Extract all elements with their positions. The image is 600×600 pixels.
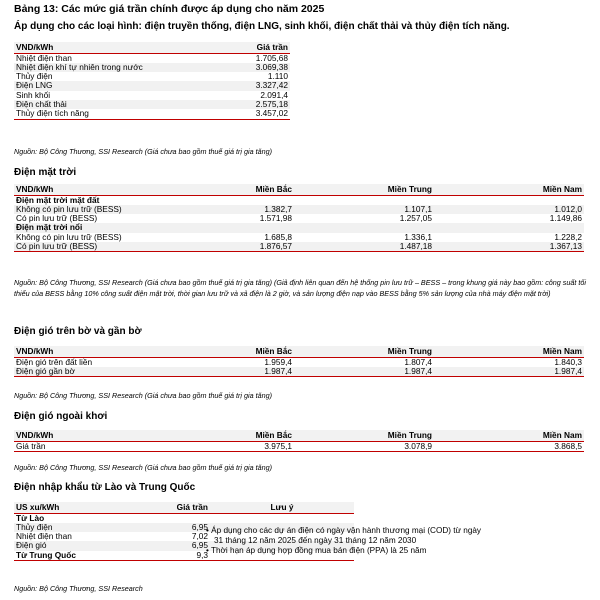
row-value: 1.959,4 [264,357,292,367]
table-row [14,91,290,100]
ceiling-price-table [14,42,290,120]
row-value: 1.987,4 [294,367,434,377]
list-item-text: Thời hạn áp dụng hợp đồng mua bán điện (PPA) là 25 năm [211,546,427,555]
column-header: VND/kWh [14,42,214,53]
table-group-row [14,195,584,205]
row-label: Không có pin lưu trữ (BESS) [16,232,122,242]
row-value: 1.228,2 [554,232,582,242]
column-header: Giá trần [144,502,210,513]
row-value: 1.382,7 [264,204,292,214]
row-label: Điện LNG [16,81,53,91]
list-item-text: Áp dụng cho các dự án điện có ngày vận hành thương mại (COD) từ ngày [211,526,482,535]
column-header: Miền Trung [294,430,434,441]
row-value: 1.107,1 [404,204,432,214]
row-label: Giá trần [14,441,174,451]
row-label: Có pin lưu trữ (BESS) [16,214,98,224]
table-row [14,53,290,63]
onshore-wind-table [14,346,584,377]
table-row [14,81,290,90]
row-label: Nhiệt điện khí tự nhiên trong nước [16,62,143,72]
row-value: 1.110 [267,72,288,82]
table-row [14,233,584,242]
row-value: 1.840,3 [554,357,582,367]
row-value: 6,95 [191,541,208,551]
row-label: Điện chất thải [16,99,67,109]
row-value: 1.336,1 [404,232,432,242]
column-header: Miền Bắc [174,184,294,195]
section-subtitle: Áp dụng cho các loại hình: điện truyền thống, điện LNG, sinh khối, điện chất thải và thủy điện tích năng. [14,21,510,32]
row-value: 1.367,13 [434,242,584,252]
table-row [14,367,584,377]
list-item: • Áp dụng cho các dự án điện có ngày vận hành thương mại (COD) từ ngày [206,526,482,535]
group-label: Từ Lào [16,513,45,523]
table-row [14,214,584,223]
row-value: 1.876,57 [174,242,294,252]
table-caption: Bảng 13: Các mức giá trần chính được áp dụng cho năm 2025 [14,3,325,15]
table-row [14,109,290,119]
section-title-solar: Điện mặt trời [14,167,77,178]
row-value: 1.149,86 [549,214,582,224]
row-value: 1.807,4 [404,357,432,367]
row-label: Có pin lưu trữ (BESS) [14,242,174,252]
row-value: 7,02 [191,532,208,542]
column-header: US xu/kWh [14,502,144,513]
group-label: Từ Trung Quốc [14,551,144,561]
group-label: Điện mặt trời mặt đất [16,195,100,205]
table-row [14,242,584,252]
column-header: VND/kWh [14,184,174,195]
row-value: 3.868,5 [434,441,584,451]
table-row [14,100,290,109]
row-value: 1.987,4 [434,367,584,377]
column-header: Miền Nam [434,346,584,357]
row-value: 9,3 [144,551,210,561]
column-header: Miền Bắc [174,430,294,441]
table-row [14,72,290,81]
group-label: Điện mặt trời nổi [16,223,83,233]
row-value: 1.012,0 [554,204,582,214]
row-value: 3.078,9 [294,441,434,451]
column-header: Miền Trung [294,346,434,357]
section-title-imports: Điện nhập khẩu từ Lào và Trung Quốc [14,482,196,493]
table-row [14,357,584,367]
row-value: 3.975,1 [174,441,294,451]
source-note: Nguồn: Bộ Công Thương, SSI Research (Giá chưa bao gồm thuế giá trị gia tăng) [14,391,272,400]
column-header: VND/kWh [14,430,174,441]
column-header: Lưu ý [210,502,354,513]
row-value: 3.457,02 [214,109,290,119]
solar-price-table [14,184,584,252]
source-note: Nguồn: Bộ Công Thương, SSI Research (Giá chưa bao gồm thuế giá trị gia tăng) [14,463,272,472]
row-value: 3.069,38 [255,62,288,72]
row-label: Nhiệt điện than [16,532,72,542]
list-item-continuation: 31 tháng 12 năm 2025 đến ngày 31 tháng 12 năm 2030 [214,536,417,545]
offshore-wind-table [14,430,584,452]
list-item: • Thời hạn áp dụng hợp đồng mua bán điện (PPA) là 25 năm [206,546,427,555]
row-value: 6,95 [191,522,208,532]
section-title-wind-onshore: Điện gió trên bờ và gần bờ [14,326,142,337]
table-row [14,441,584,451]
notes-list [206,526,481,556]
row-label: Điện gió gần bờ [14,367,174,377]
row-label: Thủy điện tích năng [14,109,214,119]
section-title-wind-offshore: Điện gió ngoài khơi [14,411,108,422]
row-label: Nhiệt điện than [16,53,72,63]
table-group-row [14,513,354,523]
column-header: VND/kWh [14,346,174,357]
row-value: 1.705,68 [255,53,288,63]
row-value: 1.571,98 [259,214,292,224]
row-value: 1.987,4 [174,367,294,377]
row-value: 2.091,4 [260,90,288,100]
row-label: Điện gió [16,541,47,551]
row-value: 3.327,42 [255,81,288,91]
row-label: Thủy điện [16,72,53,82]
column-header: Miền Bắc [174,346,294,357]
row-value: 1.487,18 [294,242,434,252]
row-label: Điện gió trên đất liền [16,357,93,367]
table-row [14,63,290,72]
table-group-row [14,223,584,232]
row-value: 1.257,05 [399,214,432,224]
table-row [14,205,584,214]
row-value: 1.685,8 [264,232,292,242]
source-note: Nguồn: Bộ Công Thương, SSI Research [14,584,143,593]
column-header: Miền Nam [434,430,584,441]
source-note: Nguồn: Bộ Công Thương, SSI Research (Giá chưa bao gồm thuế giá trị gia tăng) [14,147,272,156]
row-label: Thủy điện [16,522,53,532]
column-header: Miền Trung [294,184,434,195]
row-value: 2.575,18 [255,99,288,109]
source-note: Nguồn: Bộ Công Thương, SSI Research (Giá chưa bao gồm thuế giá trị gia tăng) (Giả định liên quan đến hệ thống pin lưu trữ – BESS – trong khung giá này bao gồm: công suất tối thiểu của BESS bằng 10% công suất điện mặt trời, thời gian lưu trữ và xả điện là 2 giờ, và sản lượng điện nạp vào BESS bằng 5% sản lượng của nhà máy điện mặt trời) [14,278,586,298]
column-header: Giá trần [214,42,290,53]
row-label: Không có pin lưu trữ (BESS) [16,204,122,214]
row-label: Sinh khối [16,90,51,100]
column-header: Miền Nam [434,184,584,195]
